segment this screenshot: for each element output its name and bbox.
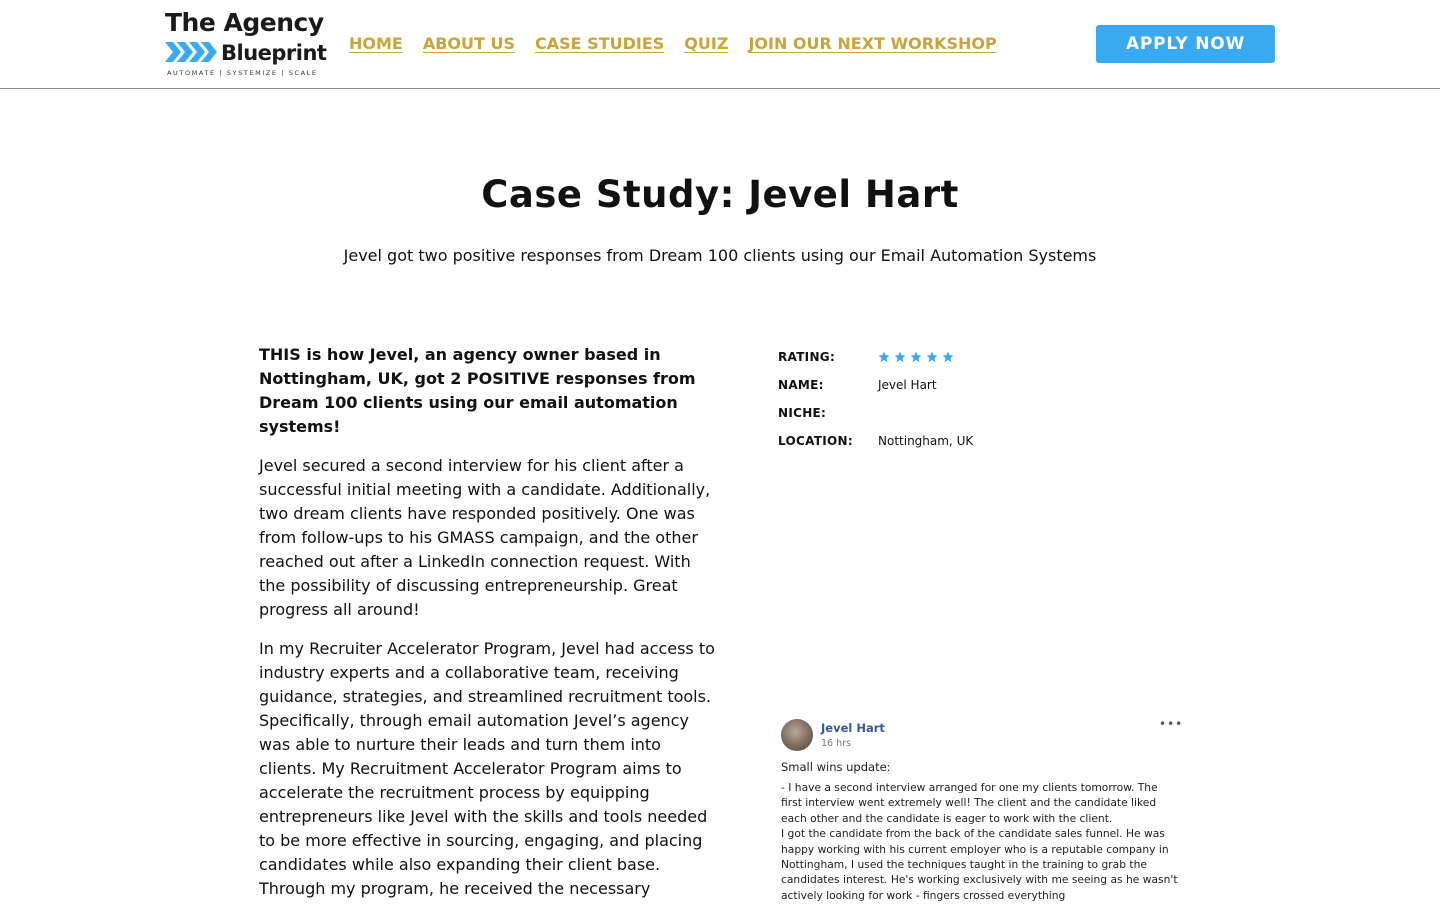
niche-row: [778, 399, 1198, 427]
site-header: [0, 0, 1440, 89]
star-icon: [926, 351, 938, 363]
star-icon: [942, 351, 954, 363]
name-row: [778, 371, 1198, 399]
logo-tagline: AUTOMATE | SYSTEMIZE | SCALE: [167, 69, 318, 77]
nav-join-workshop[interactable]: JOIN OUR NEXT WORKSHOP: [748, 34, 997, 53]
facebook-post-screenshot: [778, 712, 1184, 902]
body-paragraph-2: In my Recruiter Accelerator Program, Jevel had access to industry experts and a collaborative team, receiving guidance, strategies, and streamlined recruitment tools. Specifically, through email automation Jevel’s agency was able to nurture their leads and turn them into clients. My Recruitment Accelerator Program aims to accelerate the recruitment process by equipping entrepreneurs like Jevel with the skills and tools needed to be more effective in sourcing, engaging, and placing candidates while also expanding their client base. Through my program, he received the necessary: [259, 639, 715, 898]
location-row: [778, 427, 1198, 455]
nav-quiz[interactable]: QUIZ: [684, 34, 729, 53]
case-study-content: [259, 343, 715, 916]
name-label: NAME:: [778, 378, 824, 392]
case-study-details: [778, 343, 1198, 455]
post-body: - I have a second interview arranged for one my clients tomorrow. The first interview went extremely well! The client and the candidate liked each other and the candidate is eager to work with the client. I got the candidate from the back of the candidate sales funnel. He was happy working with his current employer who is a reputable company in Nottingham, I used the techniques taught in the training to grab the candidates interest. He's working exclusively with me seeing as he wasn't actively looking for work - fingers crossed everything: [781, 781, 1178, 902]
location-label: LOCATION:: [778, 434, 853, 448]
post-heading: Small wins update:: [781, 760, 891, 774]
main-nav: [349, 34, 997, 53]
rating-row: [778, 343, 1198, 371]
star-icon: [894, 351, 906, 363]
body-paragraph-1: Jevel secured a second interview for his client after a successful initial meeting with a candidate. Additionally, two dream clients have responded positively. One was from follow-ups to his GMASS campaign, and the other reached out after a LinkedIn connection request. With the possibility of discussing entrepreneurship. Great progress all around!: [259, 456, 711, 619]
apply-now-button[interactable]: APPLY NOW: [1096, 25, 1275, 63]
nav-home[interactable]: HOME: [349, 34, 403, 53]
star-icon: [878, 351, 890, 363]
page-subtitle: Jevel got two positive responses from Dream 100 clients using our Email Automation Systems: [343, 246, 1097, 265]
name-value: Jevel Hart: [878, 378, 937, 392]
post-author: Jevel Hart: [821, 721, 885, 735]
chevron-arrows-icon: [165, 42, 217, 62]
page-title: Case Study: Jevel Hart: [481, 173, 959, 216]
agency-blueprint-logo[interactable]: [165, 8, 327, 80]
nav-case-studies[interactable]: CASE STUDIES: [535, 34, 665, 53]
logo-line2: Blueprint: [221, 41, 327, 65]
rating-stars: [878, 351, 954, 363]
lead-paragraph: THIS is how Jevel, an agency owner based in Nottingham, UK, got 2 POSITIVE responses from Dream 100 clients using our email automation systems!: [259, 345, 696, 436]
star-icon: [910, 351, 922, 363]
avatar: [781, 719, 813, 751]
niche-label: NICHE:: [778, 406, 827, 420]
location-value: Nottingham, UK: [878, 434, 974, 448]
more-options-icon: •••: [1159, 717, 1184, 731]
logo-line1: The Agency: [165, 8, 324, 37]
nav-about-us[interactable]: ABOUT US: [422, 34, 516, 53]
rating-label: RATING:: [778, 350, 836, 364]
post-time: 16 hrs: [821, 738, 851, 749]
